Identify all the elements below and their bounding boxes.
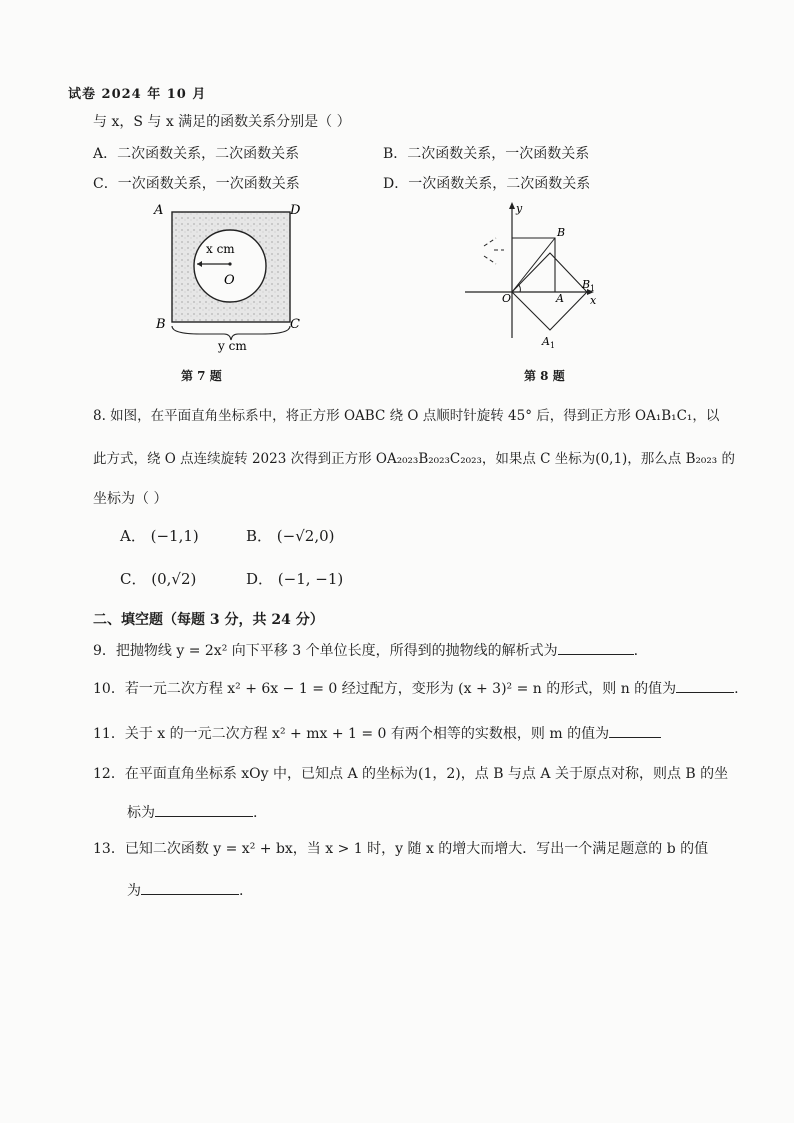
label-b: B (156, 317, 166, 332)
q13-answer-blank[interactable] (141, 880, 239, 895)
q7-stem: 与 x，S 与 x 满足的函数关系分别是（ ） (93, 114, 351, 130)
q12-stem2: 标为 (127, 805, 155, 821)
q13-line2 (127, 880, 243, 900)
q11-text (93, 723, 661, 743)
label-y: y (516, 202, 523, 215)
q12-line2 (127, 802, 257, 822)
q13-stem2: 为 (127, 883, 141, 899)
q7-option-a: A．二次函数关系，二次函数关系 (93, 146, 300, 162)
q8-option-b: B． (−√2,0) (246, 527, 335, 545)
q7-option-b: B．二次函数关系，一次函数关系 (383, 146, 590, 162)
q7-option-c: C．一次函数关系，一次函数关系 (93, 176, 300, 192)
q10-text (93, 678, 739, 698)
q9-end: . (633, 643, 639, 659)
label-o: O (502, 292, 512, 305)
label-a: A (154, 203, 164, 218)
label-radius: x cm (206, 242, 235, 256)
label-a: A (556, 292, 564, 305)
q9-text (93, 640, 638, 660)
q8-option-c: C． (0,√2) (120, 570, 197, 588)
q9-stem: 9．把抛物线 y = 2x² 向下平移 3 个单位长度，所得到的抛物线的解析式为 (93, 643, 558, 659)
exam-header: 试卷 2024 年 10 月 (68, 87, 207, 102)
q8-line2: 此方式，绕 O 点连续旋转 2023 次得到正方形 OA₂₀₂₃B₂₀₂₃C₂₀₂₃，如果点 C 坐标为(0,1)，那么点 B₂₀₂₃ 的 (93, 451, 735, 467)
circle-o (194, 230, 266, 302)
label-x: x (590, 294, 597, 307)
q8-line3: 坐标为（ ） (93, 491, 168, 507)
q10-answer-blank[interactable] (676, 678, 734, 693)
q8-option-d: D． (−1, −1) (246, 570, 344, 588)
figure-8 (460, 198, 610, 358)
q13-end: . (239, 883, 244, 899)
label-b: B (557, 226, 566, 239)
q12-answer-blank[interactable] (155, 802, 253, 817)
width-brace (172, 326, 290, 340)
q13-line1: 13．已知二次函数 y = x² + bx，当 x > 1 时，y 随 x 的增大而增大．写出一个满足题意的 b 的值 (93, 841, 709, 857)
label-a1: A (542, 335, 550, 348)
center-dot (228, 262, 231, 265)
q8-option-a: A． (−1,1) (120, 527, 199, 545)
label-c: C (290, 317, 300, 332)
label-b1-sub: 1 (590, 284, 596, 293)
q10-end: . (734, 681, 739, 697)
q11-answer-blank[interactable] (609, 723, 661, 738)
q9-answer-blank[interactable] (558, 640, 634, 655)
label-o: O (224, 273, 235, 288)
figure-8-caption: 第 8 题 (524, 369, 565, 383)
q7-option-d: D．一次函数关系，二次函数关系 (383, 176, 591, 192)
figure-7-caption: 第 7 题 (181, 369, 222, 383)
label-a1-sub: 1 (550, 341, 556, 350)
figure-7 (150, 198, 310, 358)
q8-line1: 8. 如图，在平面直角坐标系中，将正方形 OABC 绕 O 点顺时针旋转 45° 后，得到正方形 OA₁B₁C₁，以 (93, 408, 720, 424)
q12-line1: 12．在平面直角坐标系 xOy 中，已知点 A 的坐标为(1，2)，点 B 与点 A 关于原点对称，则点 B 的坐 (93, 766, 729, 782)
label-d: D (290, 203, 301, 218)
label-b1: B (582, 278, 591, 291)
dashed-hint (484, 238, 504, 264)
q10-stem: 10．若一元二次方程 x² + 6x − 1 = 0 经过配方，变形为 (x + 3)² = n 的形式，则 n 的值为 (93, 681, 677, 697)
label-width: y cm (218, 339, 247, 353)
q12-end: . (253, 805, 258, 821)
section-2-title: 二、填空题（每题 3 分，共 24 分） (93, 612, 324, 628)
q11-stem: 11．关于 x 的一元二次方程 x² + mx + 1 = 0 有两个相等的实数根，则 m 的值为 (93, 726, 610, 742)
